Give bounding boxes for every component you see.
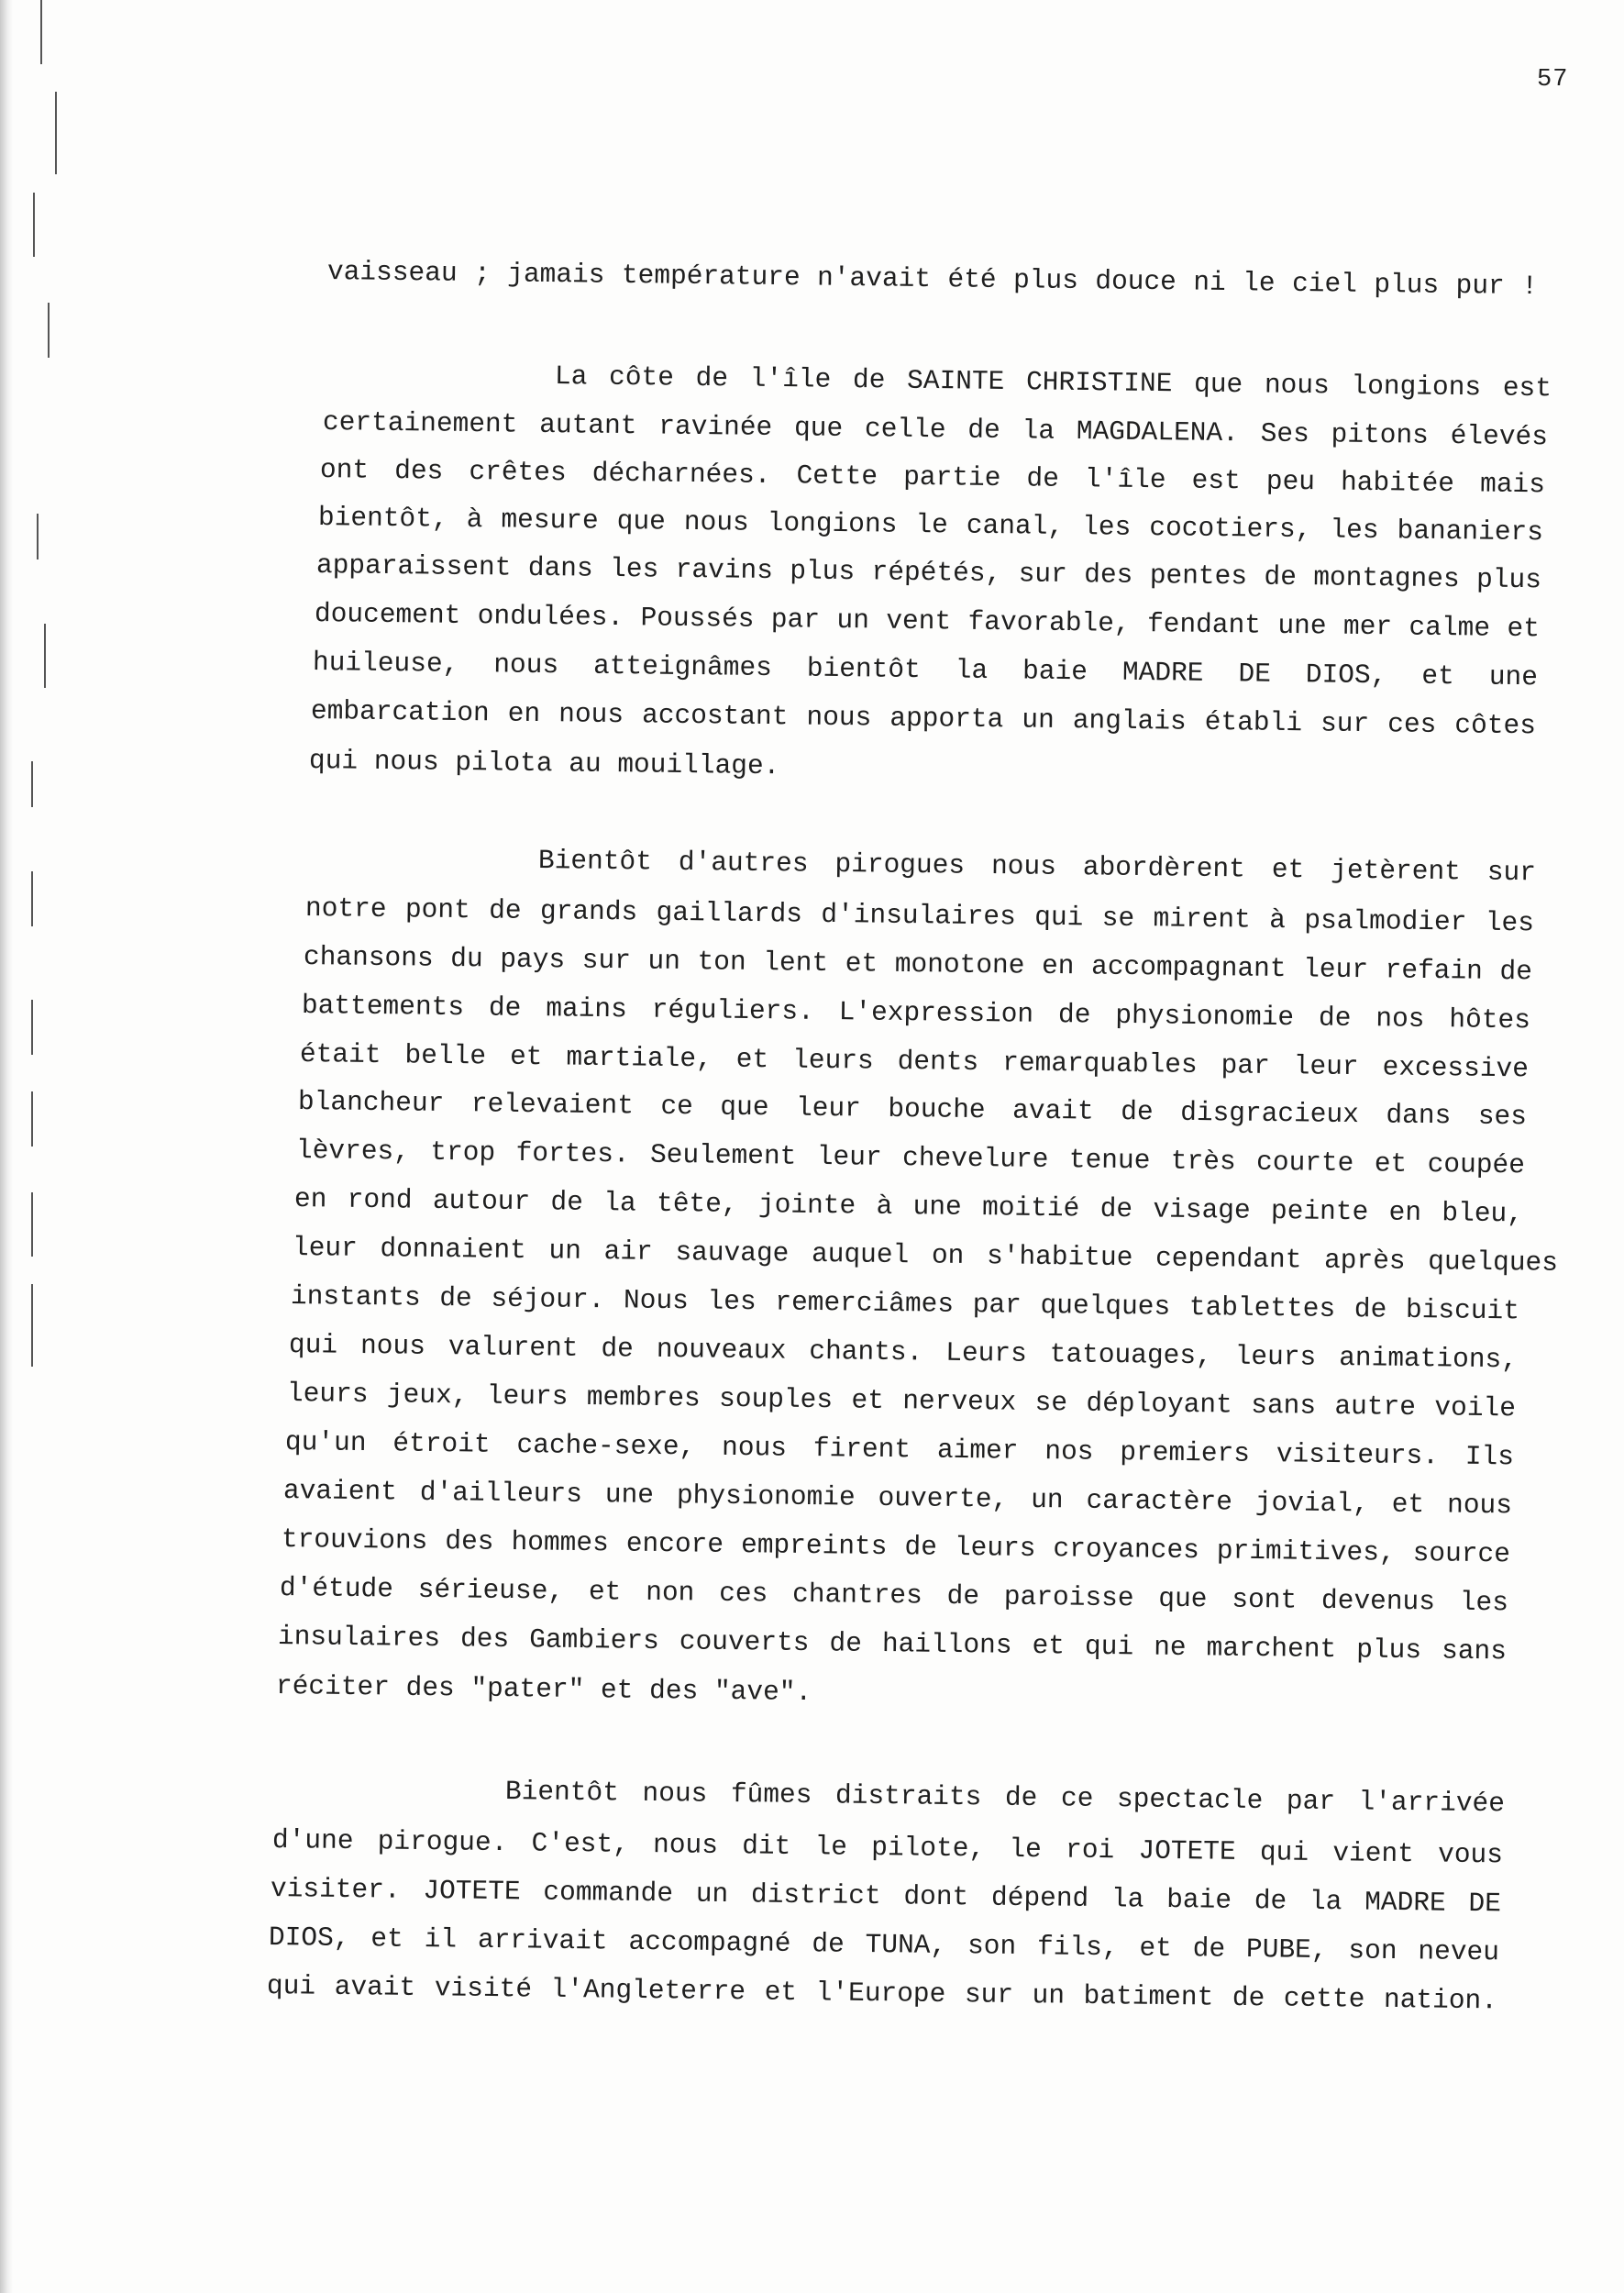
text-line: Bientôt nous fûmes distraits de ce spectacle par l'arrivée (504, 1776, 1506, 1820)
text-line: notre pont de grands gaillards d'insulaires qui se mirent à psalmodier les (304, 892, 1535, 939)
text-line: doucement ondulées. Poussés par un vent favorable, fendant une mer calme et (314, 598, 1541, 645)
text-line: insulaires des Gambiers couverts de haillons et qui ne marchent plus sans (277, 1621, 1508, 1667)
margin-mark (40, 0, 42, 64)
margin-mark (31, 1284, 33, 1367)
text-line: avaient d'ailleurs une physionomie ouverte, un caractère jovial, et nous (282, 1475, 1513, 1522)
text-line: chansons du pays sur un ton lent et monotone en accompagnant leur refain de (303, 941, 1533, 988)
margin-mark (31, 1192, 33, 1257)
margin-mark (55, 92, 57, 174)
text-line: qui nous pilota au mouillage. (308, 745, 780, 782)
text-line: qui avait visité l'Angleterre et l'Europe sur un batiment de cette nation. (266, 1970, 1498, 2017)
text-line: lèvres, trop fortes. Seulement leur chevelure tenue très courte et coupée (295, 1135, 1526, 1181)
text-line: leur donnaient un air sauvage auquel on s'habitue cependant après quelques (292, 1232, 1559, 1279)
text-line: La côte de l'île de SAINTE CHRISTINE que nous longions est (554, 360, 1552, 404)
text-line: bientôt, à mesure que nous longions le canal, les cocotiers, les bananiers (317, 502, 1544, 548)
text-line: huileuse, nous atteignâmes bientôt la baie MADRE DE DIOS, et une (312, 647, 1539, 693)
margin-mark (31, 1000, 33, 1055)
text-line: qu'un étroit cache-sexe, nous firent aimer nos premiers visiteurs. Ils (284, 1426, 1515, 1473)
text-line: trouvions des hommes encore empreints de leurs croyances primitives, source (281, 1523, 1511, 1570)
text-line: d'une pirogue. C'est, nous dit le pilote, le roi JOTETE qui vient vous (271, 1824, 1504, 1871)
margin-mark (31, 1091, 33, 1146)
text-line: visiter. JOTETE commande un district dont dépend la baie de la MADRE DE (270, 1873, 1502, 1920)
text-line: embarcation en nous accostant nous apporta un anglais établi sur ces côtes (310, 695, 1537, 742)
text-line: d'étude sérieuse, et non ces chantres de paroisse que sont devenus les (279, 1572, 1509, 1619)
text-line: leurs jeux, leurs membres souples et nerveux se déployant sans autre voile (286, 1378, 1517, 1424)
text-line: instants de séjour. Nous les remerciâmes par quelques tablettes de biscuit (290, 1280, 1520, 1327)
text-line: en rond autour de la tête, jointe à une moitié de visage peinte en bleu, (293, 1183, 1524, 1230)
text-line: réciter des "pater" et des "ave". (275, 1670, 812, 1709)
text-line: apparaissent dans les ravins plus répétés, sur des pentes de montagnes plus (315, 549, 1542, 596)
margin-mark (44, 624, 46, 688)
text-line: certainement autant ravinée que celle de la MAGDALENA. Ses pitons élevés (322, 406, 1549, 453)
text-line: DIOS, et il arrivait accompagné de TUNA, son fils, et de PUBE, son neveu (268, 1922, 1500, 1968)
margin-mark (31, 871, 33, 926)
margin-mark (37, 514, 39, 559)
margin-mark (31, 761, 33, 807)
margin-mark (33, 193, 35, 257)
text-line: vaisseau ; jamais température n'avait été plus douce ni le ciel plus pur ! (326, 256, 1539, 303)
text-line: était belle et martiale, et leurs dents remarquables par leur excessive (299, 1038, 1530, 1085)
margin-mark (48, 303, 50, 358)
page-number: 57 (1537, 66, 1569, 94)
page-binding-edge (0, 0, 13, 2293)
text-line: battements de mains réguliers. L'expression de physionomie de nos hôtes (301, 990, 1531, 1036)
text-line: Bientôt d'autres pirogues nous abordèrent et jetèrent sur (537, 845, 1537, 889)
text-line: qui nous valurent de nouveaux chants. Leurs tatouages, leurs animations, (288, 1329, 1519, 1376)
text-line: blancheur relevaient ce que leur bouche avait de disgracieux dans ses (297, 1086, 1528, 1133)
text-line: ont des crêtes décharnées. Cette partie de l'île est peu habitée mais (319, 454, 1546, 501)
